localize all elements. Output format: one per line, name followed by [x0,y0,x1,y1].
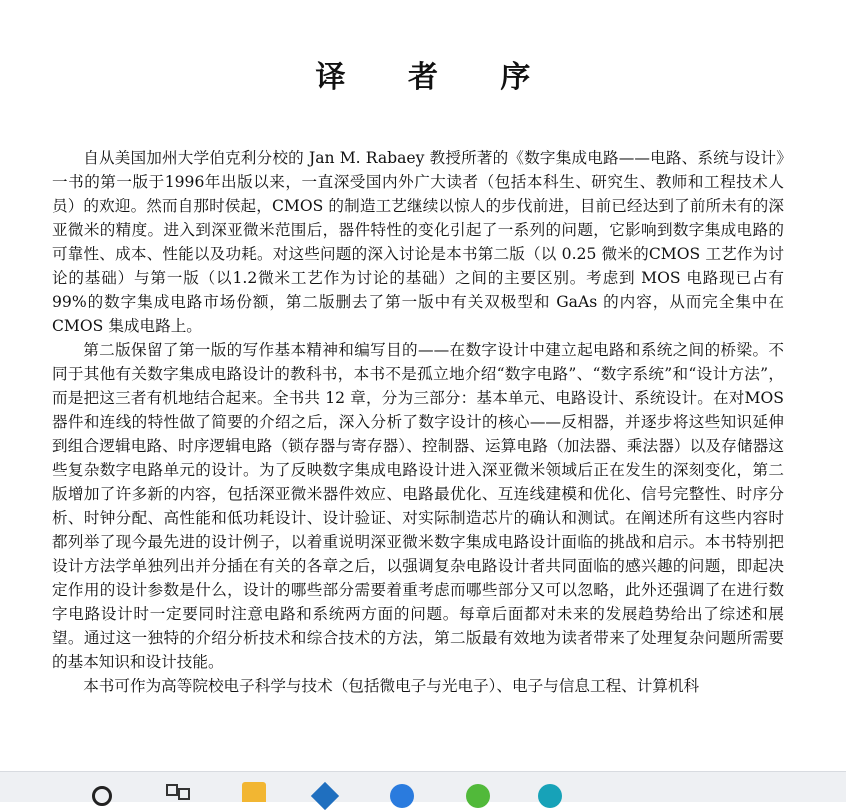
paragraph-3: 本书可作为高等院校电子科学与技术（包括微电子与光电子）、电子与信息工程、计算机科 [83,677,700,695]
edge-browser-icon[interactable] [390,784,414,808]
paragraph-1: 自从美国加州大学伯克利分校的 Jan M. Rabaey 教授所著的《数字集成电路——电路、系统与设计》一书的第一版于1996年出版以来，一直深受国内外广大读者（包括本科生、研究生、教师和工程技术人员）的欢迎。然而自那时侯起，CMOS 的制造工艺继续以惊人的步伐前进，目前已经达到了前所未有的深亚微米的精度。进入到深亚微米范围后，器件特性的变化引起了一系列的问题，它影响到数字集成电路的可靠性、成本、性能以及功耗。对这些问题的深入讨论是本书第二版（以 0.25 微米的CMOS 工艺作为讨论的基础）与第一版（以1.2微米工艺作为讨论的基础）之间的主要区别。考虑到 MOS 电路现已占有 99%的数字集成电路市场份额，第二版删去了第一版中有关双极型和 GaAs 的内容，从而完全集中在 CMOS 集成电路上。 [52,149,784,335]
task-view-icon[interactable] [166,784,188,798]
wechat-icon[interactable] [466,784,490,808]
file-explorer-icon[interactable] [242,782,266,802]
paragraph-2: 第二版保留了第一版的写作基本精神和编写目的——在数字设计中建立起电路和系统之间的桥梁。不同于其他有关数字集成电路设计的教科书，本书不是孤立地介绍“数字电路”、“数字系统”和“设计方法”，而是把这三者有机地结合起来。全书共 12 章，分为三部分：基本单元、电路设计、系统设计。在对MOS器件和连线的特性做了简要的介绍之后，深入分析了数字设计的核心——反相器，并逐步将这些知识延伸到组合逻辑电路、时序逻辑电路（锁存器与寄存器）、控制器、运算电路（加法器、乘法器）以及存储器这些复杂数字电路单元的设计。为了反映数字集成电路设计进入深亚微米领域后正在发生的深刻变化，第二版增加了许多新的内容，包括深亚微米器件效应、电路最优化、互连线建模和优化、信号完整性、时序分析、时钟分配、高性能和低功耗设计、设计验证、对实际制造芯片的确认和测试。在阐述所有这些内容时都列举了现今最先进的设计例子，以着重说明深亚微米数字集成电路设计面临的挑战和启示。本书特别把设计方法学单独列出并分插在有关的各章之后，以强调复杂电路设计者共同面临的感兴趣的问题，即起决定作用的设计参数是什么，设计的哪些部分需要着重考虑而哪些部分又可以忽略，此外还强调了在进行数字电路设计时一定要同时注意电路和系统两方面的问题。每章后面都对未来的发展趋势给出了综述和展望。通过这一独特的介绍分析技术和综合技术的方法，第二版最有效地为读者带来了处理复杂问题所需要的基本知识和设计技能。 [52,341,784,671]
body-text [52,146,784,698]
taskbar [0,771,846,802]
search-icon[interactable] [92,786,112,806]
page-title: 译 者 序 [315,60,557,95]
app-icon[interactable] [538,784,562,808]
store-icon[interactable] [311,782,339,810]
